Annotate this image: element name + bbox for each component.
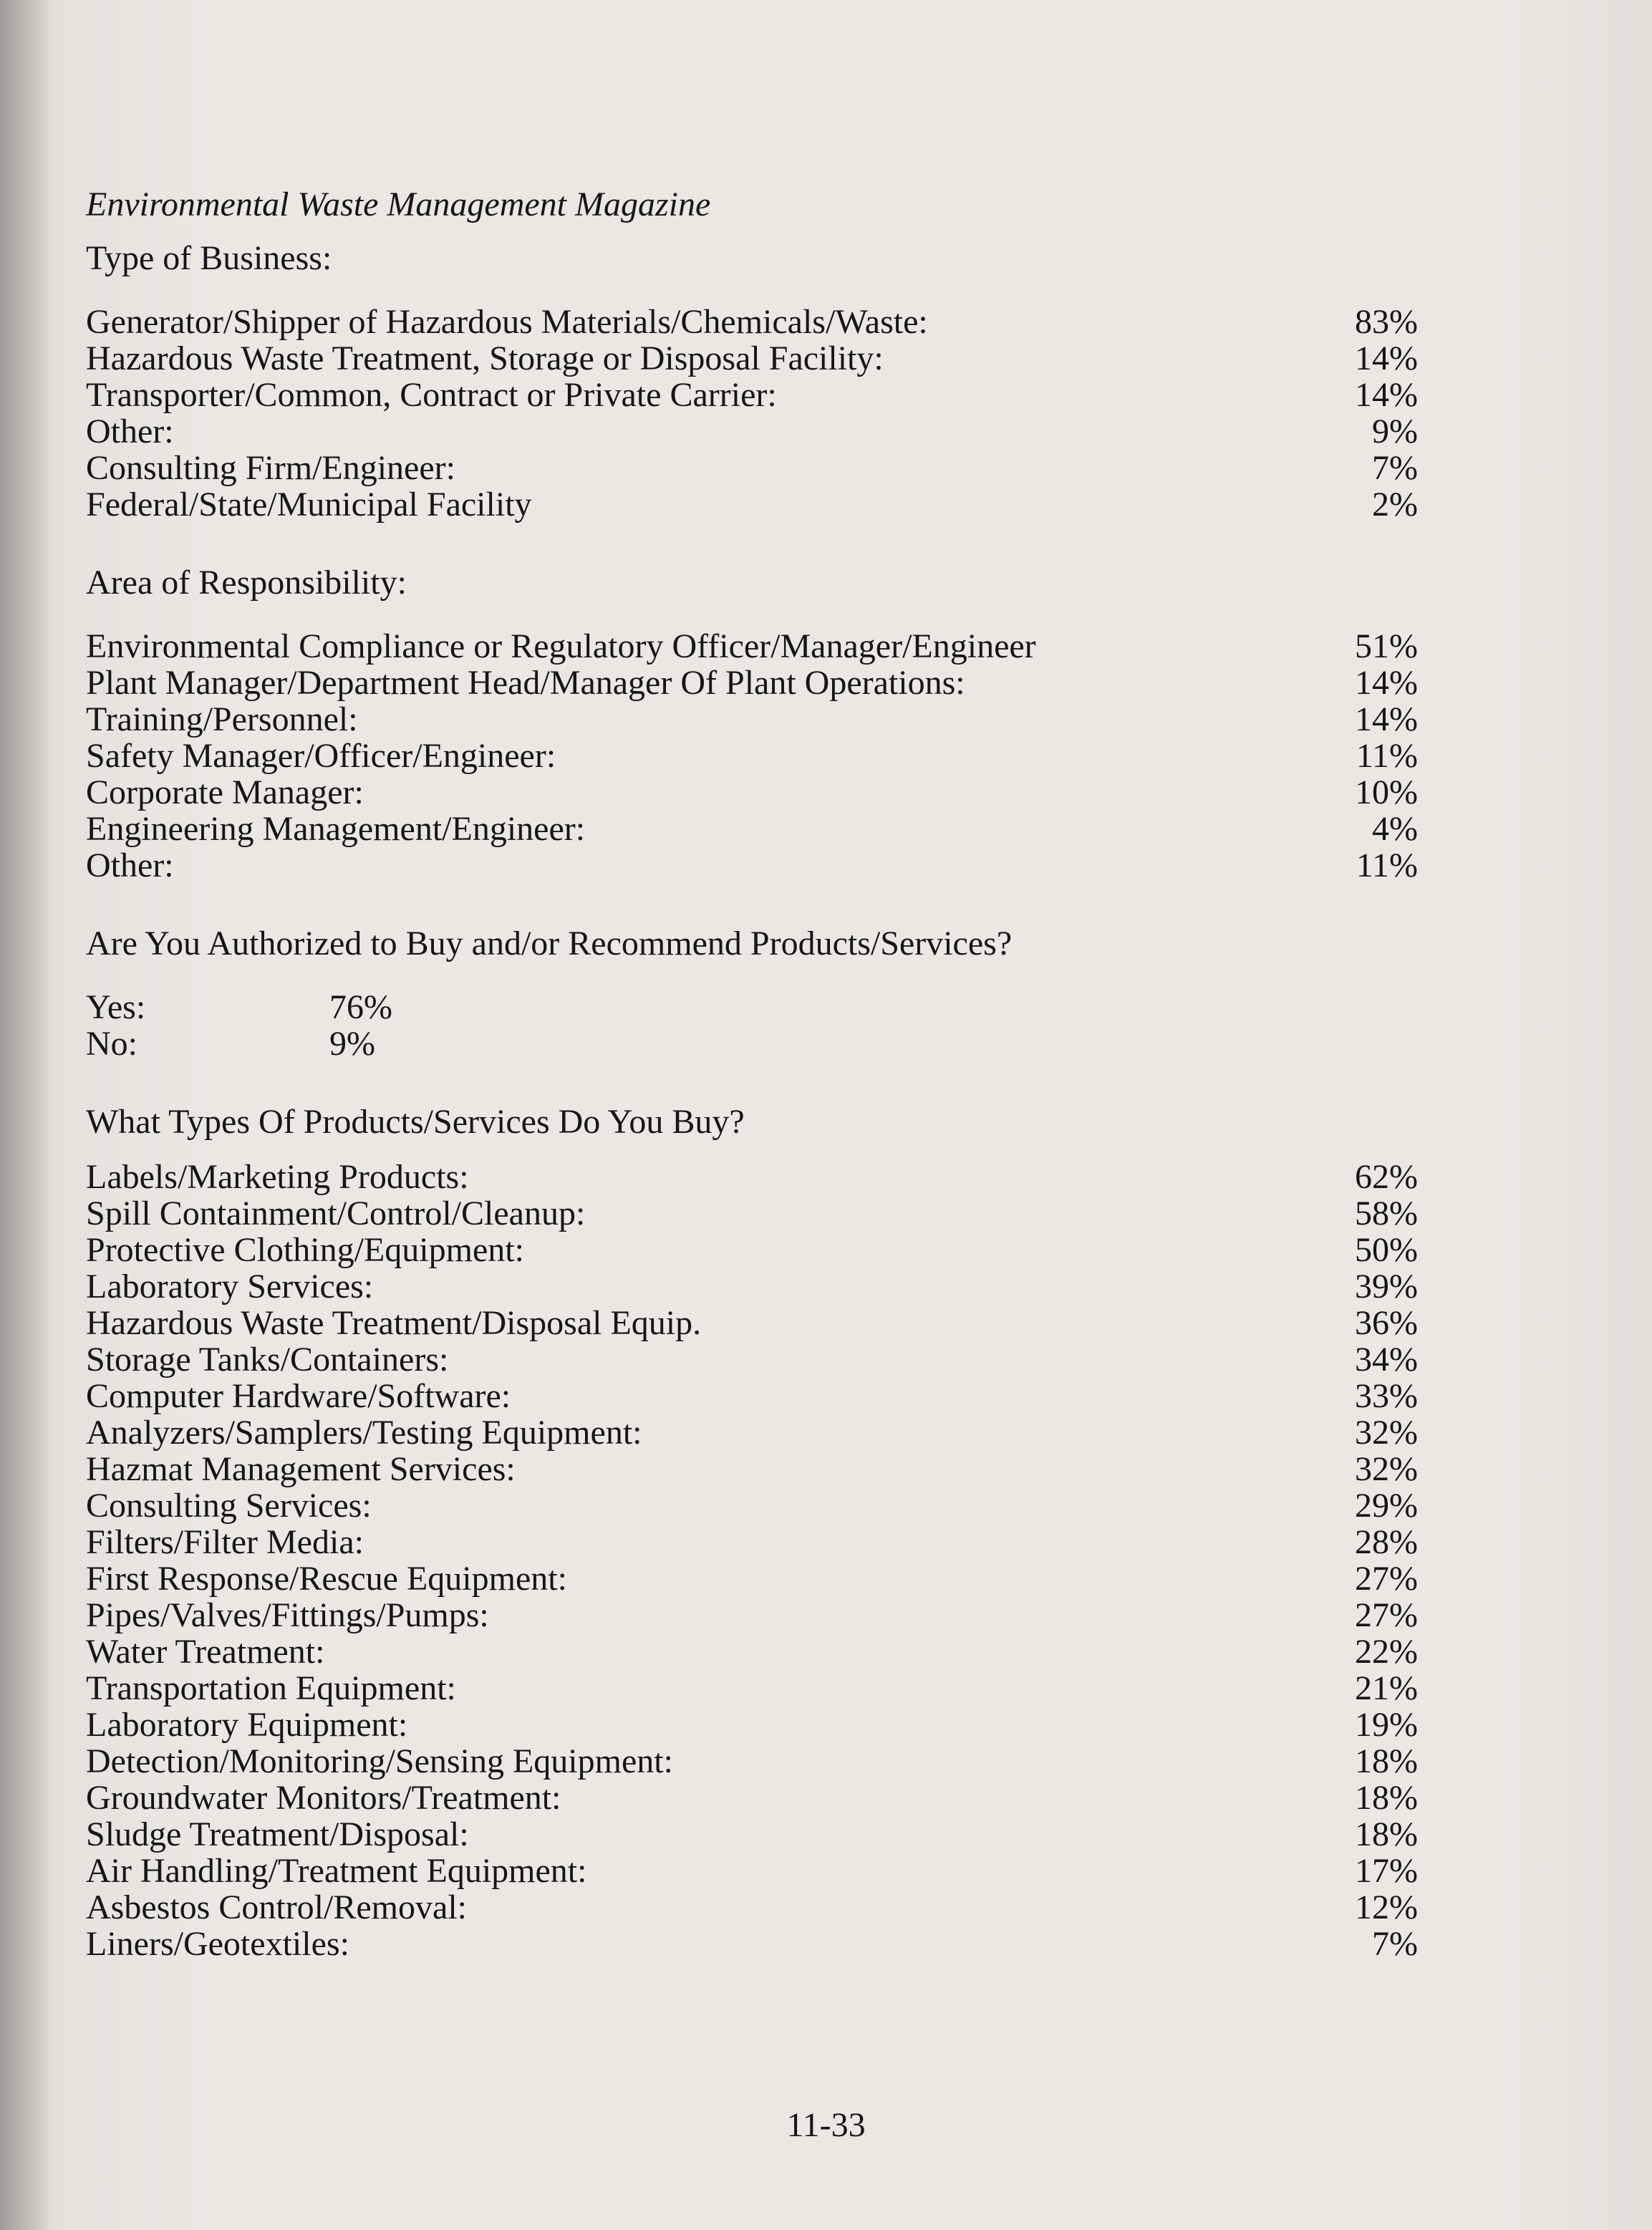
stat-row: [86, 1487, 1418, 1524]
stat-percent: 39%: [1355, 1268, 1418, 1305]
stat-list: [86, 989, 1418, 1062]
stat-row: [86, 1926, 1418, 1962]
stat-row: [86, 1633, 1418, 1670]
stat-percent: 27%: [1355, 1596, 1418, 1634]
stat-row: [86, 1451, 1418, 1487]
stat-label: Hazardous Waste Treatment/Disposal Equip.: [86, 1304, 702, 1342]
stat-label: Computer Hardware/Software:: [86, 1377, 511, 1415]
stat-label: Air Handling/Treatment Equipment:: [86, 1852, 587, 1890]
page-number: 11-33: [786, 2106, 866, 2144]
stat-percent: 14%: [1355, 700, 1418, 738]
stat-percent: 14%: [1355, 664, 1418, 702]
stat-row: [86, 1268, 1418, 1305]
stat-row: [86, 665, 1418, 701]
stat-percent: 32%: [1355, 1450, 1418, 1488]
stat-label: Detection/Monitoring/Sensing Equipment:: [86, 1742, 673, 1780]
stat-label: Hazmat Management Services:: [86, 1450, 516, 1488]
stat-percent: 19%: [1355, 1706, 1418, 1744]
stat-label: Consulting Firm/Engineer:: [86, 449, 455, 487]
stat-percent: 28%: [1355, 1523, 1418, 1561]
stat-row: [86, 847, 1418, 884]
magazine-title: Environmental Waste Management Magazine: [86, 185, 711, 223]
page-binding-shadow: [0, 0, 50, 2230]
stat-row: [86, 413, 1418, 450]
stat-percent: 7%: [1372, 449, 1418, 487]
stat-label: Spill Containment/Control/Cleanup:: [86, 1194, 586, 1232]
stat-label: Pipes/Valves/Fittings/Pumps:: [86, 1596, 489, 1634]
stat-row: [86, 1195, 1418, 1232]
stat-label: Other:: [86, 412, 174, 450]
products-purchased-section: [86, 1104, 1418, 1962]
stat-percent: 21%: [1355, 1669, 1418, 1707]
stat-row: [86, 1232, 1418, 1268]
stat-row: [86, 1524, 1418, 1560]
stat-percent: 50%: [1355, 1231, 1418, 1269]
stat-percent: 34%: [1355, 1341, 1418, 1379]
stat-percent: 22%: [1355, 1633, 1418, 1671]
document-content: [86, 186, 1418, 2004]
stat-row: [86, 1743, 1418, 1780]
stat-row: [86, 989, 1418, 1025]
stat-label: Plant Manager/Department Head/Manager Of Plant Operations:: [86, 664, 965, 702]
stat-percent: 33%: [1355, 1377, 1418, 1415]
stat-row: [86, 377, 1418, 413]
stat-list: [86, 1159, 1418, 1962]
stat-label: Other:: [86, 846, 174, 884]
stat-label: Laboratory Services:: [86, 1268, 374, 1305]
stat-label: Laboratory Equipment:: [86, 1706, 408, 1744]
stat-row: [86, 1670, 1418, 1707]
type-of-business-section: [86, 240, 1418, 523]
stat-row: [86, 1597, 1418, 1633]
stat-row: [86, 1780, 1418, 1816]
stat-label: Groundwater Monitors/Treatment:: [86, 1779, 561, 1817]
stat-percent: 18%: [1355, 1779, 1418, 1817]
stat-percent: 12%: [1355, 1888, 1418, 1926]
stat-percent: 83%: [1355, 303, 1418, 341]
stat-percent: 58%: [1355, 1194, 1418, 1232]
stat-row: [86, 1816, 1418, 1853]
stat-row: [86, 1378, 1418, 1414]
stat-label: Generator/Shipper of Hazardous Materials/Chemicals/Waste:: [86, 303, 928, 341]
stat-row: [86, 1159, 1418, 1195]
stat-percent: 2%: [1372, 486, 1418, 523]
stat-row: [86, 1889, 1418, 1926]
stat-list: [86, 304, 1418, 523]
stat-percent: 62%: [1355, 1158, 1418, 1196]
stat-label: Filters/Filter Media:: [86, 1523, 364, 1561]
stat-percent: 9%: [329, 1025, 375, 1063]
stat-percent: 10%: [1355, 773, 1418, 811]
section-heading: Are You Authorized to Buy and/or Recommend Products/Services?: [86, 925, 1013, 962]
stat-label: First Response/Rescue Equipment:: [86, 1560, 567, 1598]
stat-row: [86, 1560, 1418, 1597]
stat-row: [86, 738, 1418, 774]
stat-label: Sludge Treatment/Disposal:: [86, 1815, 469, 1853]
stat-label: Environmental Compliance or Regulatory Officer/Manager/Engineer: [86, 627, 1036, 665]
stat-percent: 9%: [1372, 412, 1418, 450]
stat-list: [86, 628, 1418, 884]
stat-percent: 4%: [1372, 810, 1418, 848]
stat-percent: 18%: [1355, 1742, 1418, 1780]
stat-label: Protective Clothing/Equipment:: [86, 1231, 524, 1269]
stat-percent: 14%: [1355, 376, 1418, 414]
stat-percent: 27%: [1355, 1560, 1418, 1598]
stat-row: [86, 486, 1418, 523]
area-of-responsibility-section: [86, 564, 1418, 884]
stat-row: [86, 811, 1418, 847]
stat-label: Transporter/Common, Contract or Private Carrier:: [86, 376, 777, 414]
stat-label: Corporate Manager:: [86, 773, 364, 811]
stat-row: [86, 1025, 1418, 1062]
stat-percent: 76%: [329, 988, 392, 1026]
stat-row: [86, 628, 1418, 665]
stat-label: Yes:: [86, 988, 146, 1026]
stat-percent: 14%: [1355, 339, 1418, 377]
stat-percent: 17%: [1355, 1852, 1418, 1890]
stat-label: Transportation Equipment:: [86, 1669, 456, 1707]
stat-label: Water Treatment:: [86, 1633, 325, 1671]
authorized-to-buy-section: [86, 925, 1418, 1062]
stat-label: Storage Tanks/Containers:: [86, 1341, 449, 1379]
stat-label: Federal/State/Municipal Facility: [86, 486, 532, 523]
stat-percent: 51%: [1355, 627, 1418, 665]
stat-row: [86, 450, 1418, 486]
stat-percent: 29%: [1355, 1487, 1418, 1525]
stat-label: Labels/Marketing Products:: [86, 1158, 469, 1196]
stat-row: [86, 340, 1418, 377]
stat-label: Asbestos Control/Removal:: [86, 1888, 467, 1926]
stat-row: [86, 1305, 1418, 1341]
stat-label: Liners/Geotextiles:: [86, 1925, 349, 1963]
stat-label: Training/Personnel:: [86, 700, 358, 738]
stat-row: [86, 1707, 1418, 1743]
stat-label: Safety Manager/Officer/Engineer:: [86, 737, 556, 775]
stat-row: [86, 1341, 1418, 1378]
stat-row: [86, 701, 1418, 738]
stat-percent: 7%: [1372, 1925, 1418, 1963]
stat-percent: 32%: [1355, 1414, 1418, 1452]
stat-percent: 11%: [1356, 846, 1418, 884]
section-heading: What Types Of Products/Services Do You Buy?: [86, 1103, 745, 1141]
stat-label: Hazardous Waste Treatment, Storage or Disposal Facility:: [86, 339, 884, 377]
stat-percent: 36%: [1355, 1304, 1418, 1342]
stat-row: [86, 774, 1418, 811]
stat-label: Analyzers/Samplers/Testing Equipment:: [86, 1414, 642, 1452]
stat-percent: 18%: [1355, 1815, 1418, 1853]
stat-label: Consulting Services:: [86, 1487, 372, 1525]
stat-percent: 11%: [1356, 737, 1418, 775]
section-heading: Type of Business:: [86, 239, 332, 277]
stat-label: Engineering Management/Engineer:: [86, 810, 586, 848]
stat-row: [86, 1414, 1418, 1451]
stat-row: [86, 304, 1418, 340]
stat-label: No:: [86, 1025, 137, 1063]
section-heading: Area of Responsibility:: [86, 564, 407, 602]
stat-row: [86, 1853, 1418, 1889]
